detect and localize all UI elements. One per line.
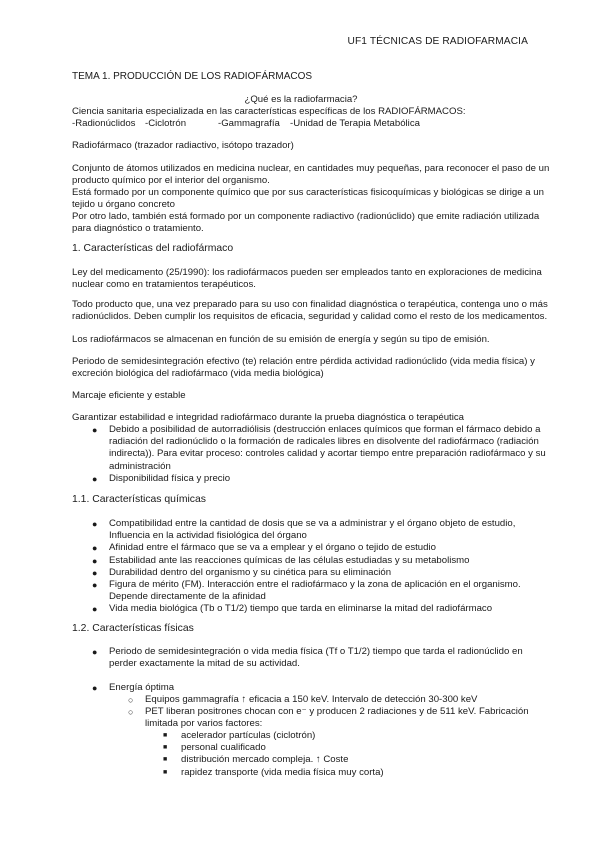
list-item: ■ personal cualificado [163,742,266,754]
list-item: ● Energía óptima [92,682,175,693]
list-item: ● Disponibilidad física y precio [92,472,231,484]
section-1-1-bullets [92,518,534,616]
intro-item-ciclotron: -Ciclotrón [145,118,187,129]
bullet-glyph: ● [92,543,98,554]
radiofarmaco-p2: Está formado por un componente químico que por sus características fisicoquímicas y biológicas se dirige a un tejido u órgano concreto [72,187,544,211]
section-1-title: 1. Características del radiofármaco [72,243,234,254]
list-item: ● Durabilidad dentro del organismo y su cinética para su eliminación [92,566,392,578]
section-1-p3: Los radiofármacos se almacenan en función de su emisión de energía y según su tipo de emisión. [72,334,490,345]
bullet-glyph: ● [92,580,98,591]
list-item: ● Periodo de semidesintegración o vida media física (Tf o T1/2) tiempo que tarda el radionúclido en perder exactamente la mitad de su actividad. [92,646,523,670]
topic-title: TEMA 1. PRODUCCIÓN DE LOS RADIOFÁRMACOS [72,71,313,82]
section-1-p1: Ley del medicamento (25/1990): los radiofármacos pueden ser empleados tanto en exploraciones de medicina nuclear como en tratamientos terapéuticos. [72,267,542,291]
pet-factor-bullets [163,730,531,779]
list-item: ● Afinidad entre el fármaco que se va a emplear y el órgano o tejido de estudio [92,542,436,554]
list-item: ■ acelerador partículas (ciclotrón) [163,730,316,741]
bullet-glyph: ● [92,519,98,529]
square-bullet-glyph: ■ [163,768,168,776]
section-1-2-bullets [92,646,534,670]
intro-item-radionuclidos: -Radionúclidos [72,118,136,129]
intro-item-gammagrafia: -Gammagrafía [218,118,280,129]
radiofarmaco-p3: Por otro lado, también está formado por un componente radiactivo (radionúclido) que emite radiación utilizada para diagnóstico o tratamiento. [72,211,540,235]
bullet-glyph: ● [92,555,98,566]
sub-bullet-glyph: ○ [128,695,134,705]
square-bullet-glyph: ■ [163,732,168,739]
square-bullet-glyph: ■ [163,744,168,752]
section-1-2-title: 1.2. Características físicas [72,623,194,634]
list-item: ● Compatibilidad entre la cantidad de dosis que se va a administrar y el órgano objeto de estudio, Influencia en la actividad fisiológica del órgano [92,518,516,542]
bullet-glyph: ● [92,567,98,578]
bullet-glyph: ● [92,604,98,615]
section-1-p4: Periodo de semidesintegración efectivo (te) relación entre pérdida actividad radionúclido (vida media física) y excreción biológica del radiofármaco (vida media biológica) [72,356,535,380]
intro-item-terapia: -Unidad de Terapia Metabólica [290,118,420,129]
list-item: ● Estabilidad ante las reacciones químicas de las células estudiadas y su metabolismo [92,554,470,566]
section-1-p2: Todo producto que, una vez preparado para su uso con finalidad diagnóstica o terapéutica, contenga uno o más radionúclidos. Deben cumplir los requisitos de eficacia, seguridad y calidad como el resto de los medicamentos. [72,299,548,323]
intro-definition: Ciencia sanitaria especializada en las características específicas de los RADIOFÁRMACOS: [72,106,466,117]
bullet-glyph: ● [92,647,98,657]
section-1-bullets [92,424,546,485]
garantizar-text: Garantizar estabilidad e integridad radiofármaco durante la prueba diagnóstica o terapéutica [72,412,464,423]
radiofarmaco-p1: Conjunto de átomos utilizados en medicina nuclear, en cantidades muy pequeñas, para reconocer el paso de un producto químico por el interior del organismo. [72,163,550,187]
bullet-glyph: ● [92,425,98,435]
course-header: UF1 TÉCNICAS DE RADIOFARMACIA [347,36,528,47]
sub-bullet-glyph: ○ [128,707,134,718]
list-item: ○ PET liberan positrones chocan con e⁻ y producen 2 radiaciones y de 511 keV. Fabricación limitada por varios factores: [128,706,529,730]
list-item: ■ distribución mercado compleja. ↑ Coste [163,754,349,766]
bullet-glyph: ● [92,683,98,693]
marcaje-text: Marcaje eficiente y estable [72,390,186,401]
energia-bullet [92,682,534,694]
square-bullet-glyph: ■ [163,756,168,764]
energia-sub-bullets [128,694,535,731]
bullet-glyph: ● [92,473,98,484]
intro-question: ¿Qué es la radiofarmacia? [244,94,358,105]
radiofarmaco-title: Radiofármaco (trazador radiactivo, isótopo trazador) [72,140,294,151]
list-item: ● Debido a posibilidad de autorradiólisis (destrucción enlaces químicos que forman el fármaco debido a radiación del radionúclido o la formación de radicales libres en disolvente del radiofármaco (radiación indirecta)). Para evitar proceso: controles calidad y acortar tiempo entre preparación radiofármaco y su administración [92,424,546,472]
list-item: ■ rapidez transporte (vida media física muy corta) [163,766,384,778]
section-1-1-title: 1.1. Características químicas [72,494,206,505]
list-item: ○ Equipos gammagrafía ↑ eficacia a 150 keV. Intervalo de detección 30-300 keV [128,694,478,705]
list-item: ● Figura de mérito (FM). Interacción entre el radiofármaco y la zona de aplicación en el organismo. Depende directamente de la afinidad [92,579,521,603]
list-item: ● Vida media biológica (Tb o T1/2) tiempo que tarda en eliminarse la mitad del radiofármaco [92,603,493,615]
